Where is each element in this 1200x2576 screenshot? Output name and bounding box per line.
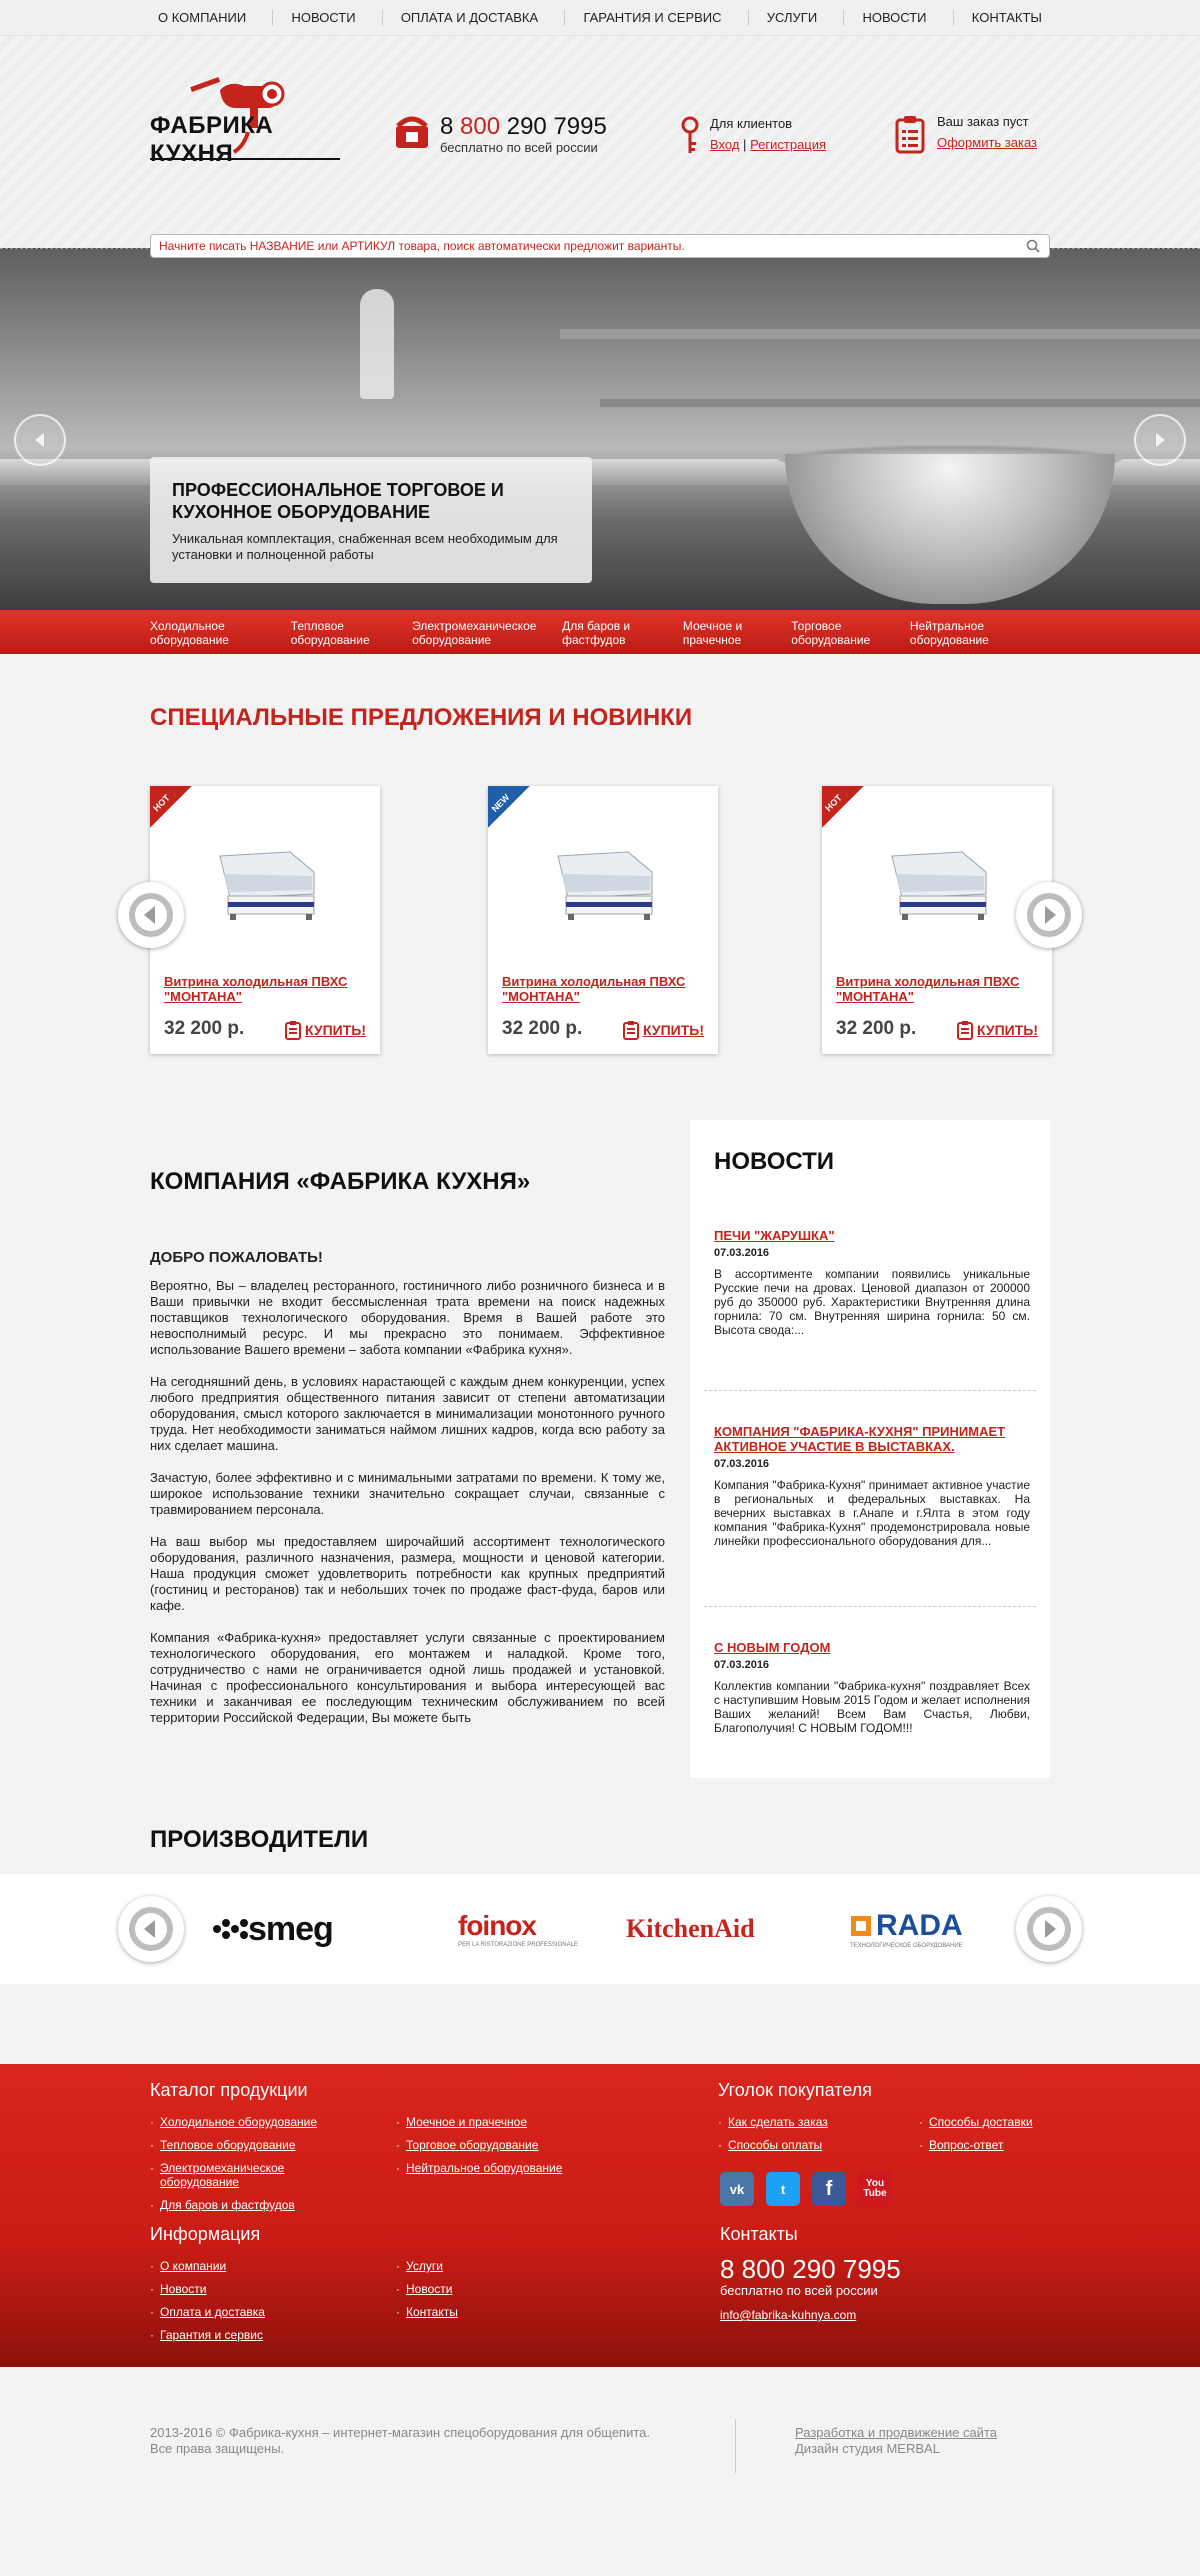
hero-next-button[interactable]: [1134, 414, 1186, 466]
news-block: [690, 1120, 1050, 1778]
makers-carousel: [0, 1874, 1200, 1984]
login-link[interactable]: Вход: [710, 137, 740, 152]
footer-catalog-list: [396, 2115, 562, 2221]
twitter-icon[interactable]: t: [766, 2172, 800, 2206]
logo-text: ФАБРИКА КУХНЯ: [150, 112, 274, 167]
site-footer: [0, 2064, 1200, 2367]
rada-text: RADA: [876, 1909, 963, 1942]
product-badge-label: NEW: [489, 792, 512, 814]
product-name[interactable]: Витрина холодильная ПВХС "МОНТАНА": [502, 974, 686, 1004]
youtube-icon[interactable]: You Tube: [858, 2172, 892, 2206]
news-item: [714, 1640, 1030, 1735]
product-image[interactable]: [548, 846, 660, 926]
product-card[interactable]: [150, 786, 380, 1054]
foinox-tagline: PER LA RISTORAZIONE PROFESSIONALE: [458, 1942, 578, 1948]
buy-button[interactable]: [623, 1020, 704, 1040]
hero-chef-figure: [360, 289, 394, 399]
about-paragraph: На сегодняшний день, в условиях нарастающей с каждым днем конкуренции, успех любого предприятия общественного питания зависит от степени автоматизации оборудования, смысл которого заключается в минимализации монотонного ручного труда. Нет необходимости заниматься наймом лишних кадров, когда всю работу за них сделает машина.: [150, 1374, 665, 1453]
foinox-text: foinox: [458, 1910, 536, 1941]
client-block: [680, 116, 826, 156]
copyright-line: 2013-2016 © Фабрика-кухня – интернет-магазин спецоборудования для общепита.: [150, 2425, 651, 2440]
buy-button[interactable]: [285, 1020, 366, 1040]
vk-icon[interactable]: vk: [720, 2172, 754, 2206]
phone-block: [394, 114, 607, 155]
footer-phone-sub: бесплатно по всей россии: [720, 2283, 878, 2298]
login-separator: |: [743, 137, 747, 152]
hero-caption: [150, 457, 592, 583]
product-price: 32 200 р.: [836, 1018, 917, 1039]
makers-prev-button[interactable]: [118, 1896, 184, 1962]
buy-label: КУПИТЬ!: [976, 1022, 1038, 1038]
product-name[interactable]: Витрина холодильная ПВХС "МОНТАНА": [836, 974, 1020, 1004]
top-nav-item[interactable]: О КОМПАНИИ: [158, 10, 247, 25]
news-item-title[interactable]: ПЕЧИ "ЖАРУШКА": [714, 1228, 835, 1243]
copyright: [150, 2425, 650, 2457]
fridge-showcase-icon: [548, 846, 660, 926]
footer-link[interactable]: · Нейтральное оборудование: [396, 2161, 562, 2175]
copyright-line: Все права защищены.: [150, 2441, 285, 2456]
top-nav-item[interactable]: УСЛУГИ: [748, 10, 835, 26]
news-item-date: 07.03.2016: [714, 1659, 770, 1671]
footer-link[interactable]: · Гарантия и сервис: [150, 2328, 360, 2342]
footer-link[interactable]: · Торговое оборудование: [396, 2138, 562, 2152]
footer-link[interactable]: · Способы доставки: [919, 2115, 1033, 2129]
about-paragraph: Зачастую, более эффективно и с минимальными затратами по времени. К тому же, широкое использование техники значительно сокращает случаи, связанные с травмированием персонала.: [150, 1470, 665, 1517]
smeg-text: smeg: [248, 1909, 333, 1948]
hero-shelf: [600, 399, 1200, 407]
cart-clipboard-icon: [623, 1020, 639, 1040]
facebook-icon[interactable]: f: [812, 2172, 846, 2206]
buy-label: КУПИТЬ!: [642, 1022, 704, 1038]
about-paragraph: Компания «Фабрика-кухня» предоставляет услуги связанные с проектированием технологического оборудования, его монтажем и наладкой. Кроме того, сотрудничество с нами не ограничивается одной лишь продажей и установкой. Начиная с профессионального консультирования и выбора интересующей вас техники и заканчивая ее последующим техническим обслуживанием по всей территории Российской Федерации, Вы можете быть: [150, 1630, 665, 1725]
footer-info: [150, 2224, 458, 2351]
maker-logo-smeg[interactable]: [212, 1904, 333, 1954]
offers-next-button[interactable]: [1016, 882, 1082, 948]
arrow-right-icon: [1025, 1905, 1073, 1953]
order-clipboard-icon: [895, 114, 925, 154]
product-price: 32 200 р.: [502, 1018, 583, 1039]
product-image[interactable]: [882, 846, 994, 926]
top-nav-item[interactable]: НОВОСТИ: [272, 10, 373, 26]
news-divider: [704, 1606, 1036, 1607]
category-nav-item[interactable]: Холодильное оборудование: [150, 619, 229, 647]
product-card[interactable]: [488, 786, 718, 1054]
news-item-text: Коллектив компании "Фабрика-кухня" поздравляет Всех с наступившим Новым 2015 Годом и желает исполнения Ваших желаний! Всем Вам Счастья, Любви, Благополучия! С НОВЫМ ГОДОМ!!!: [714, 1679, 1030, 1735]
footer-link[interactable]: · Холодильное оборудование: [150, 2115, 360, 2129]
bottom-bar: [150, 2367, 1050, 2529]
arrow-left-icon: [30, 430, 50, 450]
category-nav-item[interactable]: Торговое оборудование: [791, 619, 871, 647]
product-price: 32 200 р.: [164, 1018, 245, 1039]
buy-label: КУПИТЬ!: [304, 1022, 366, 1038]
top-navigation: [0, 0, 1200, 36]
footer-buyer-title: Уголок покупателя: [718, 2080, 872, 2100]
hero-text: Уникальная комплектация, снабженная всем необходимым для установки и полноценной работы: [172, 531, 558, 562]
checkout-link[interactable]: Оформить заказ: [937, 135, 1038, 150]
top-nav-item[interactable]: НОВОСТИ: [843, 10, 944, 26]
kitchenaid-text: KitchenAid: [626, 1914, 755, 1943]
footer-link[interactable]: · Как сделать заказ: [718, 2115, 863, 2129]
category-list: [150, 610, 1050, 647]
footer-link[interactable]: · Новости: [150, 2282, 360, 2296]
social-links: [720, 2172, 892, 2206]
footer-catalog-list: [150, 2115, 360, 2221]
order-block: [895, 114, 1037, 154]
arrow-left-icon: [127, 891, 175, 939]
footer-info-list: [150, 2259, 360, 2351]
about-paragraph: На ваш выбор мы предоставляем широчайший ассортимент технологического оборудования, различного назначения, размера, мощности и ценовой категории. Наша продукция сможет удовлетворить потребности как крупных предприятий (гостиниц и ресторанов) так и небольших точек по продаже фаст-фуда, баров или кафе.: [150, 1534, 665, 1613]
footer-link[interactable]: · Услуги: [396, 2259, 458, 2273]
footer-info-title: Информация: [150, 2224, 261, 2244]
category-nav-item[interactable]: Тепловое оборудование: [290, 619, 370, 647]
maker-logo-foinox[interactable]: [458, 1904, 578, 1954]
hero-bowl: [785, 454, 1115, 604]
footer-link[interactable]: · Новости: [396, 2282, 458, 2296]
top-nav-list: [150, 0, 1050, 36]
search-bar: [150, 234, 1050, 258]
header-phone[interactable]: 8 800 290 7995: [440, 113, 607, 140]
phone-icon: [394, 114, 430, 150]
makers-title: ПРОИЗВОДИТЕЛИ: [150, 1826, 369, 1853]
about-body: [150, 1278, 665, 1742]
product-badge-label: HOT: [151, 792, 172, 814]
makers-title-block: [150, 1814, 1050, 1874]
product-badge: [488, 786, 530, 828]
rada-mark-icon: [850, 1915, 872, 1937]
news-item-date: 07.03.2016: [714, 1247, 770, 1259]
footer-link[interactable]: · Для баров и фастфудов: [150, 2198, 360, 2212]
developer-link[interactable]: Разработка и продвижение сайта: [795, 2425, 997, 2440]
footer-email[interactable]: info@fabrika-kuhnya.com: [720, 2308, 857, 2322]
hero-prev-button[interactable]: [14, 414, 66, 466]
arrow-right-icon: [1150, 430, 1170, 450]
footer-catalog-title: Каталог продукции: [150, 2080, 308, 2100]
smeg-dots-icon: [212, 1918, 248, 1940]
news-item-text: В ассортименте компании появились уникальные Русские печи на дровах. Ценовой диапазон от 200000 руб до 350000 руб. Характеристики Внутренняя длина горнила: 70 см. Внутренняя ширина горнила: 50 см. Высота свода:...: [714, 1267, 1030, 1337]
cart-clipboard-icon: [285, 1020, 301, 1040]
bottom-divider: [735, 2419, 736, 2473]
search-input[interactable]: [159, 239, 1025, 253]
fridge-showcase-icon: [210, 846, 322, 926]
category-nav-item[interactable]: Электромеханическое оборудование: [412, 619, 537, 647]
top-nav-item[interactable]: ОПЛАТА И ДОСТАВКА: [382, 10, 556, 26]
product-badge: [150, 786, 192, 828]
hero-title: ПРОФЕССИОНАЛЬНОЕ ТОРГОВОЕ И КУХОННОЕ ОБОРУДОВАНИЕ: [172, 480, 504, 522]
product-badge-label: HOT: [823, 792, 844, 814]
fridge-showcase-icon: [882, 846, 994, 926]
footer-link[interactable]: · Моечное и прачечное: [396, 2115, 562, 2129]
top-nav-item[interactable]: КОНТАКТЫ: [953, 10, 1050, 26]
news-item: [714, 1424, 1030, 1548]
category-nav-item[interactable]: Для баров и фастфудов: [562, 619, 631, 647]
news-item-date: 07.03.2016: [714, 1458, 770, 1470]
footer-link[interactable]: · Способы оплаты: [718, 2138, 863, 2152]
key-icon: [680, 116, 700, 156]
product-name[interactable]: Витрина холодильная ПВХС "МОНТАНА": [164, 974, 348, 1004]
product-badge: [822, 786, 864, 828]
news-item-title[interactable]: С НОВЫМ ГОДОМ: [714, 1640, 831, 1655]
maker-logo-kitchenaid[interactable]: [626, 1904, 755, 1954]
about-and-news-section: [150, 1144, 1050, 1814]
developer-studio: Дизайн студия MERBAL: [795, 2441, 940, 2456]
footer-contacts: [720, 2224, 901, 2322]
about-title: КОМПАНИЯ «ФАБРИКА КУХНЯ»: [150, 1168, 531, 1195]
footer-info-list: [396, 2259, 458, 2351]
category-navigation: [0, 610, 1200, 654]
news-divider: [704, 1390, 1036, 1391]
buy-button[interactable]: [957, 1020, 1038, 1040]
search-icon[interactable]: [1025, 238, 1041, 254]
hero-shelf: [560, 329, 1200, 339]
register-link[interactable]: Регистрация: [750, 137, 827, 152]
offers-title: СПЕЦИАЛЬНЫЕ ПРЕДЛОЖЕНИЯ И НОВИНКИ: [150, 704, 693, 731]
arrow-left-icon: [127, 1905, 175, 1953]
footer-catalog: [150, 2080, 562, 2221]
top-nav-item[interactable]: ГАРАНТИЯ И СЕРВИС: [564, 10, 739, 26]
footer-link[interactable]: · Тепловое оборудование: [150, 2138, 360, 2152]
news-item-text: Компания "Фабрика-Кухня" принимает активное участие в региональных и федеральных выставках. На вечерних выставках в г.Анапе и г.Ялта в этом году компания "Фабрика-Кухня" продемонстрировала новые линейки профессионального оборудования для...: [714, 1478, 1030, 1548]
special-offers-section: [150, 654, 1050, 1144]
footer-buyer-list: [919, 2115, 1033, 2161]
news-item-title[interactable]: КОМПАНИЯ "ФАБРИКА-КУХНЯ" ПРИНИМАЕТ АКТИВНОЕ УЧАСТИЕ В ВЫСТАВКАХ.: [714, 1424, 1006, 1454]
hero-slider: [0, 248, 1200, 610]
maker-logo-rada[interactable]: [850, 1904, 963, 1954]
footer-buyer-list: [718, 2115, 863, 2161]
rada-tagline: ТЕХНОЛОГИЧЕСКОЕ ОБОРУДОВАНИЕ: [850, 1943, 963, 1949]
category-nav-item[interactable]: Моечное и прачечное: [682, 619, 743, 647]
makers-next-button[interactable]: [1016, 1896, 1082, 1962]
cart-clipboard-icon: [957, 1020, 973, 1040]
category-nav-item[interactable]: Нейтральное оборудование: [909, 619, 989, 647]
site-logo[interactable]: [150, 72, 340, 167]
header-phone-sub: бесплатно по всей россии: [440, 140, 598, 155]
about-paragraph: Вероятно, Вы – владелец ресторанного, гостиничного либо розничного бизнеса и в Ваши привычки не входит бессмысленная трата времени на поиск надежных поставщиков технологического оборудования. Время в Вашей работе это невосполнимый ресурс. И мы прекрасно это понимаем. Эффективное использование Вашего времени – забота компании «Фабрика кухня».: [150, 1278, 665, 1357]
order-status: Ваш заказ пуст: [937, 114, 1029, 129]
site-header: [0, 36, 1200, 248]
arrow-right-icon: [1025, 891, 1073, 939]
news-title: НОВОСТИ: [714, 1148, 835, 1175]
footer-link[interactable]: · О компании: [150, 2259, 360, 2273]
footer-link[interactable]: · Электромеханическое оборудование: [150, 2161, 360, 2189]
footer-buyer: [718, 2080, 1033, 2161]
footer-link[interactable]: · Вопрос-ответ: [919, 2138, 1033, 2152]
footer-phone[interactable]: 8 800 290 7995: [720, 2254, 901, 2284]
news-item: [714, 1228, 1030, 1337]
product-image[interactable]: [210, 846, 322, 926]
about-subtitle: ДОБРО ПОЖАЛОВАТЬ!: [150, 1249, 323, 1266]
footer-link[interactable]: · Оплата и доставка: [150, 2305, 360, 2319]
clients-title: Для клиентов: [710, 116, 793, 131]
developer-credit: [795, 2425, 997, 2457]
offers-prev-button[interactable]: [118, 882, 184, 948]
footer-contacts-title: Контакты: [720, 2224, 798, 2244]
footer-link[interactable]: · Контакты: [396, 2305, 458, 2319]
